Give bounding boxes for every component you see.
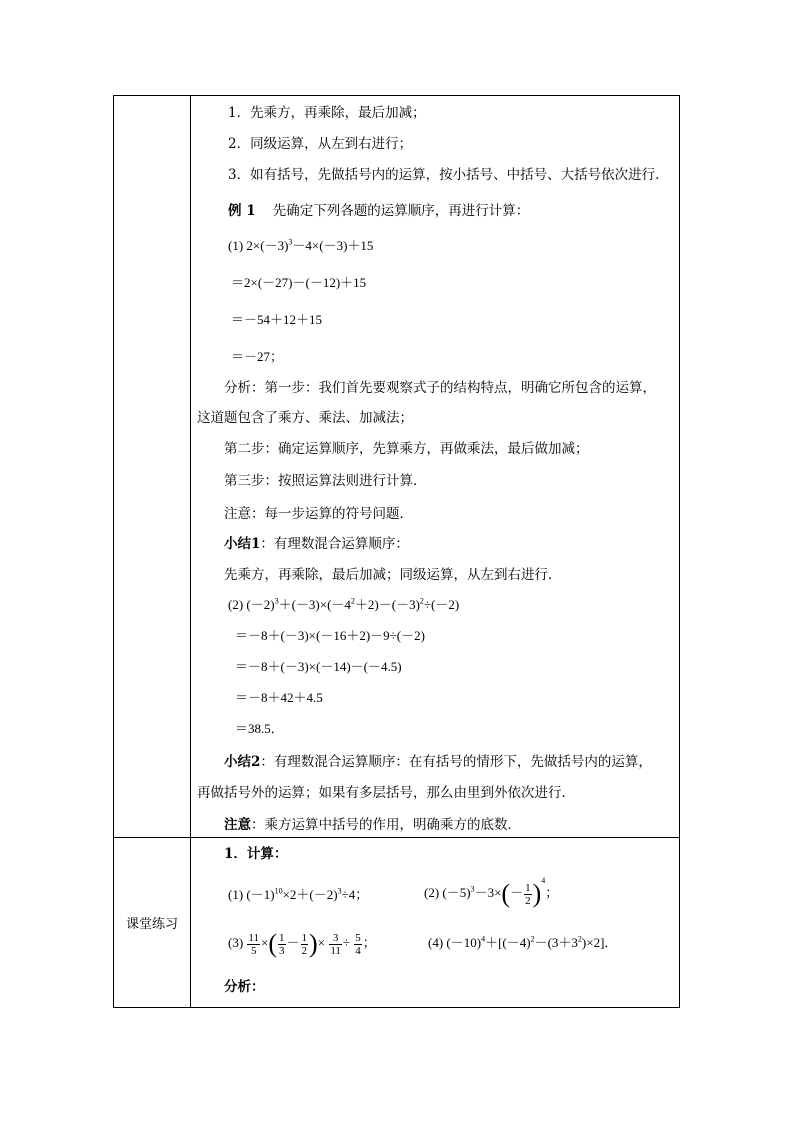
rule-1: 1．先乘方，再乘除，最后加减；: [228, 105, 426, 121]
problem-2-step-2: ＝－8＋(－3)×(－14)－(－4.5): [235, 659, 402, 674]
practice-label-cell: [114, 838, 191, 1008]
problem-1-expression: (1) $2\times(-3)^3-4\times(-3)+15$: [228, 237, 374, 253]
analysis-line-2: 这道题包含了乘方、乘法、加减法；: [197, 410, 413, 426]
exercise-2: (2) $(-5)^3-3\times(-$ $\frac{1}{2}$ )$^4$；: [424, 876, 559, 909]
practice-content-cell: [191, 838, 680, 1008]
empty-label-cell: [114, 96, 191, 838]
problem-2-expression: (2) $(-2)^3+(-3)\times(-4^2+2)-(-3)^2\div(-2)$: [228, 596, 460, 612]
summary-2-line-2: 再做括号外的运算；如果有多层括号，那么由里到外依次进行．: [197, 785, 575, 801]
exercise-3: (3) $\frac{11}{5}$ ×( $\frac{1}{3}$ － $\frac{1}{2}$ )× $\frac{3}{11}$ ÷ $\frac{5}{4}$ ；: [228, 929, 376, 959]
exercise-4: (4) $(-10)^4+[(-4)^2-(3+3^2)\times 2]$．: [428, 934, 618, 950]
practice-section-label: 课堂练习: [125, 917, 178, 932]
problem-2-step-3: ＝－8＋42＋4.5: [235, 690, 323, 705]
practice-title: 1．计算：: [224, 846, 288, 862]
example-content-cell: [191, 96, 680, 838]
problem-1-step-2: ＝－54＋12＋15: [231, 312, 323, 327]
problem-2-step-4: ＝38.5．: [235, 721, 284, 736]
example-1-heading: [228, 203, 529, 219]
example-1-label: 例 1: [228, 203, 256, 219]
exercise-1: (1) $(-1)^{10}\times 2+(-2)^3\div 4$；: [228, 886, 369, 902]
note-1: 注意：每一步运算的符号问题．: [224, 506, 413, 522]
rule-2: 2．同级运算，从左到右进行；: [228, 136, 413, 152]
note-2: 注意：乘方运算中括号的作用，明确乘方的底数．: [224, 817, 521, 833]
analysis-step-3: 第三步：按照运算法则进行计算．: [224, 473, 427, 489]
problem-1-step-3: ＝－27；: [231, 349, 284, 364]
analysis-line-1: 分析：第一步：我们首先要观察式子的结构特点，明确它所包含的运算，: [224, 380, 656, 396]
summary-1-text: 先乘方，再乘除，最后加减；同级运算，从左到右进行．: [224, 567, 562, 583]
analysis-step-2: 第二步：确定运算顺序，先算乘方，再做乘法，最后做加减；: [224, 441, 589, 457]
example-1-text: 先确定下列各题的运算顺序，再进行计算：: [272, 203, 530, 219]
problem-2-step-1: ＝－8＋(－3)×(－16＋2)－9÷(－2): [235, 628, 425, 643]
summary-1-heading: 小结1：有理数混合运算顺序：: [224, 536, 409, 552]
summary-2-line-1: 小结2：有理数混合运算顺序：在有括号的情形下，先做括号内的运算，: [224, 754, 652, 770]
lesson-table: [113, 95, 680, 1008]
problem-1-step-1: ＝2×(－27)－(－12)＋15: [231, 275, 367, 290]
rule-3: 3．如有括号，先做括号内的运算，按小括号、中括号、大括号依次进行．: [228, 167, 669, 183]
practice-analysis-label: 分析：: [224, 979, 265, 995]
